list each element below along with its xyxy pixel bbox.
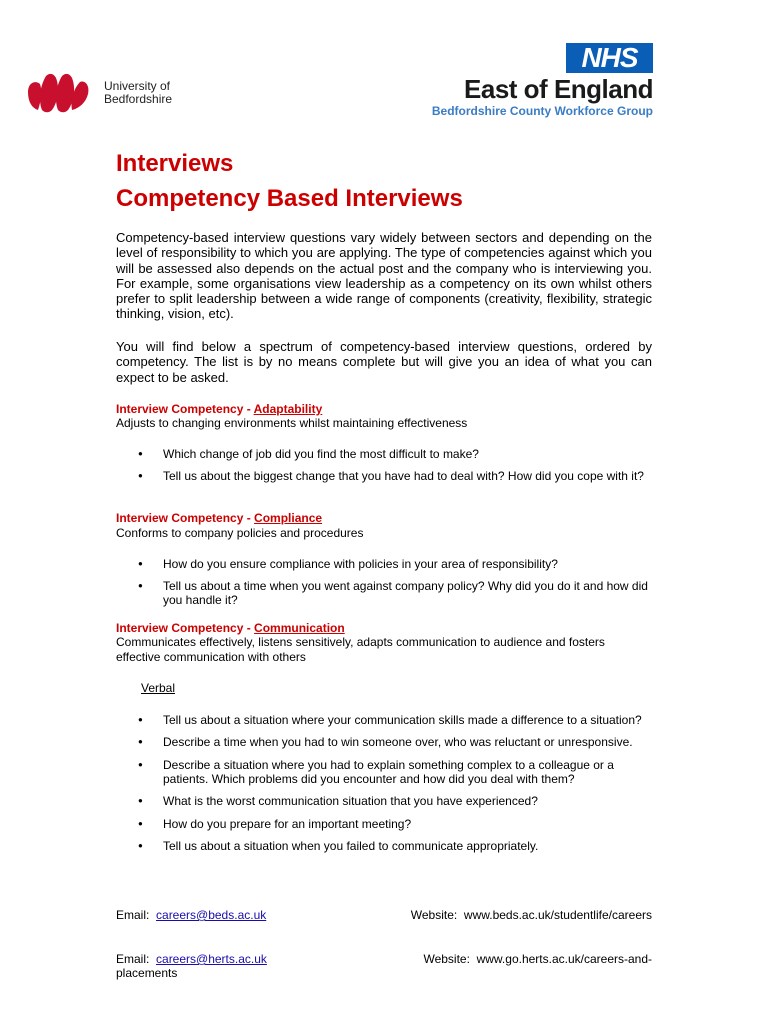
competency-prefix: Interview Competency - xyxy=(116,511,255,525)
question-list-compliance xyxy=(136,557,656,616)
tulip-logo-icon xyxy=(28,74,88,112)
competency-name: Compliance xyxy=(254,511,323,525)
university-name xyxy=(104,80,172,106)
competency-heading-compliance xyxy=(116,511,322,525)
competency-description: Conforms to company policies and procedures xyxy=(116,526,364,540)
question-list-adaptability xyxy=(136,447,656,492)
nhs-region-name: East of England xyxy=(464,74,653,104)
nhs-logo-badge: NHS xyxy=(566,43,653,73)
competency-heading-adaptability xyxy=(116,402,322,416)
competency-description: Adjusts to changing environments whilst maintaining effectiveness xyxy=(116,416,468,430)
page-subtitle: Competency Based Interviews xyxy=(116,185,463,212)
intro-paragraph-1: Competency-based interview questions vary widely between sectors and depending on the level of responsibility to which you are applying. The type of competencies against which you will be assessed also depends on the actual post and the company who is interviewing you. For example, some organisations view leadership as a competency on its own whilst others prefer to split leadership between a wide range of components (creativity, flexibility, strategic thinking, vision, etc). xyxy=(116,230,652,322)
page-title: Interviews xyxy=(116,150,234,177)
list-item: ● How do you ensure compliance with policies in your area of responsibility? xyxy=(136,557,656,571)
list-item: ● Describe a situation where you had to explain something complex to a colleague or a patients. Which problems did you encounter and how did you deal with them? xyxy=(136,758,656,786)
question-list-communication xyxy=(136,713,656,861)
subheading-verbal: Verbal xyxy=(141,681,176,695)
footer-website-herts xyxy=(423,952,652,966)
email-label: Email: xyxy=(116,952,150,966)
footer-email-beds xyxy=(116,908,266,922)
list-item: ● Describe a time when you had to win someone over, who was reluctant or unresponsive. xyxy=(136,735,656,749)
university-name-line1: University of xyxy=(104,79,171,93)
website-url-herts-continued: placements xyxy=(116,966,178,980)
competency-prefix: Interview Competency - xyxy=(116,621,255,635)
list-item: ● Tell us about a time when you went against company policy? Why did you do it and how did you handle it? xyxy=(136,579,656,607)
list-item: ● What is the worst communication situation that you have experienced? xyxy=(136,794,656,808)
competency-name: Communication xyxy=(254,621,345,635)
website-url-beds: www.beds.ac.uk/studentlife/careers xyxy=(463,908,652,922)
footer-website-beds xyxy=(411,908,652,922)
website-url-herts: www.go.herts.ac.uk/careers-and- xyxy=(476,952,652,966)
list-item: ● How do you prepare for an important meeting? xyxy=(136,817,656,831)
website-label: Website: xyxy=(423,952,470,966)
competency-prefix: Interview Competency - xyxy=(116,402,254,416)
list-item: ● Tell us about a situation when you failed to communicate appropriately. xyxy=(136,839,656,853)
competency-heading-communication xyxy=(116,621,345,635)
email-link-herts[interactable]: careers@herts.ac.uk xyxy=(156,952,267,966)
list-item: ● Tell us about the biggest change that you have had to deal with? How did you cope with it? xyxy=(136,469,656,483)
list-item: ● Which change of job did you find the most difficult to make? xyxy=(136,447,656,461)
email-link-beds[interactable]: careers@beds.ac.uk xyxy=(156,908,267,922)
intro-paragraph-2: You will find below a spectrum of competency-based interview questions, ordered by competency. The list is by no means complete but will give you an idea of what you can expect to be asked. xyxy=(116,339,652,385)
university-name-line2: Bedfordshire xyxy=(104,92,173,106)
email-label: Email: xyxy=(116,908,150,922)
competency-name: Adaptability xyxy=(253,402,323,416)
list-item: ● Tell us about a situation where your communication skills made a difference to a situation? xyxy=(136,713,656,727)
footer-email-herts xyxy=(116,952,267,966)
competency-description: Communicates effectively, listens sensitively, adapts communication to audience and fosters effective communication with others xyxy=(116,635,605,664)
workforce-group-name: Bedfordshire County Workforce Group xyxy=(431,104,653,118)
website-label: Website: xyxy=(410,908,458,922)
